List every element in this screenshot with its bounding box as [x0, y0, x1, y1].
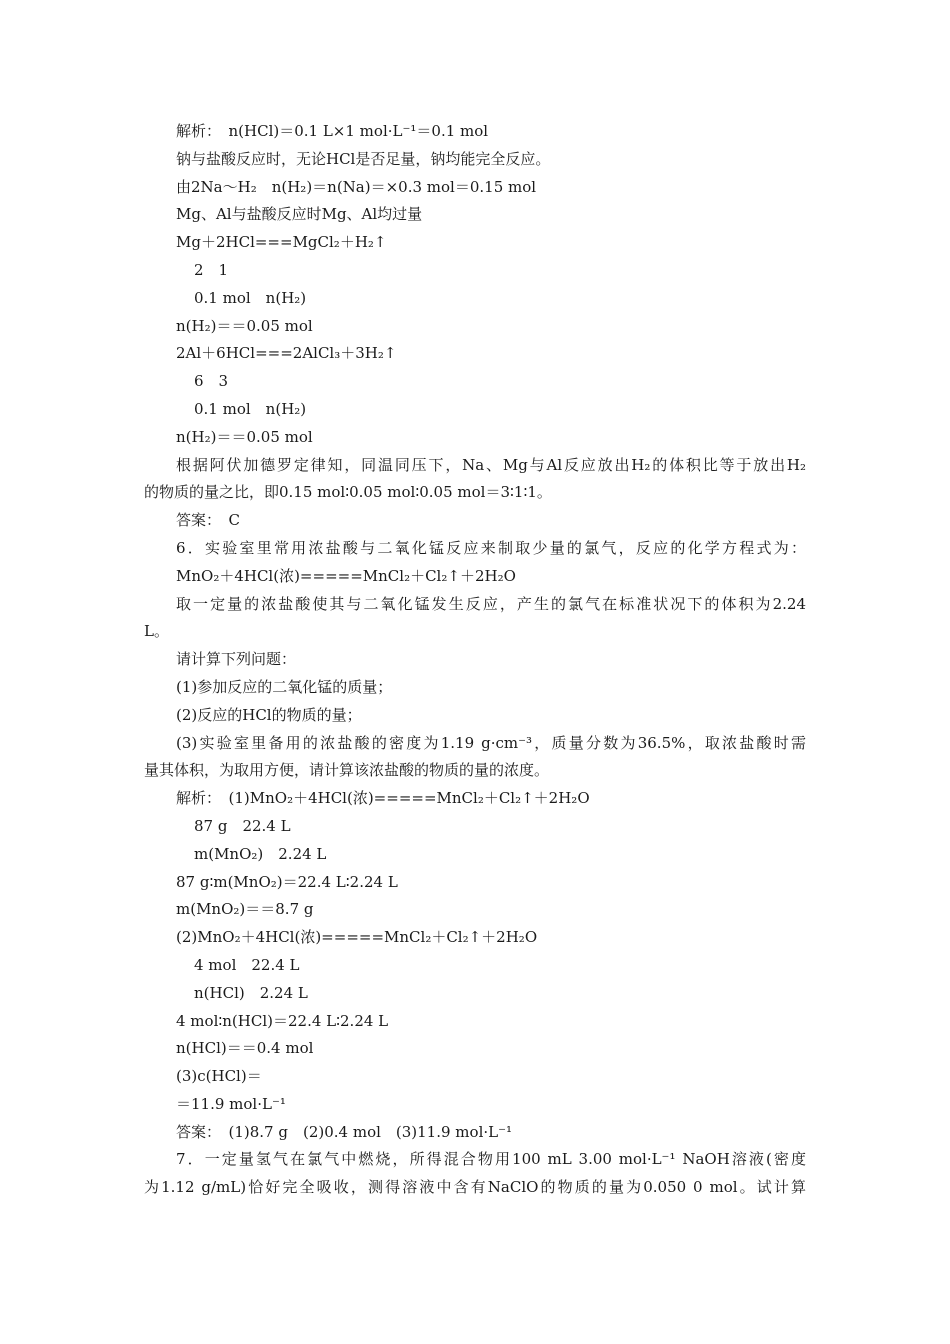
text-line: m(MnO₂) 2.24 L: [194, 844, 327, 863]
text-line: 0.1 mol n(H₂): [194, 399, 307, 418]
text-line: 解析： n(HCl)＝0.1 L×1 mol·L⁻¹＝0.1 mol: [176, 122, 489, 140]
text-line: 为1.12 g/mL)恰好完全吸收，测得溶液中含有NaClO的物质的量为0.050 0 mol。试计算: [144, 1178, 806, 1197]
text-line: 根据阿伏加德罗定律知，同温同压下，Na、Mg与Al反应放出H₂的体积比等于放出H₂: [176, 455, 806, 474]
text-line: 答案： (1)8.7 g (2)0.4 mol (3)11.9 mol·L⁻¹: [176, 1122, 513, 1141]
text-line: n(HCl) 2.24 L: [194, 983, 308, 1002]
text-line: (2)MnO₂＋4HCl(浓)=====MnCl₂＋Cl₂↑＋2H₂O: [176, 928, 538, 947]
text-line: 0.1 mol n(H₂): [194, 288, 307, 307]
text-line: 量其体积，为取用方便，请计算该浓盐酸的物质的量的浓度。: [144, 761, 550, 780]
text-line: L。: [144, 622, 169, 641]
text-line: ＝11.9 mol·L⁻¹: [176, 1094, 286, 1113]
text-line: 答案： C: [176, 511, 240, 530]
text-line: 7．一定量氢气在氯气中燃烧，所得混合物用100 mL 3.00 mol·L⁻¹ NaOH溶液(密度: [176, 1150, 806, 1169]
text-line: 87 g∶m(MnO₂)＝22.4 L∶2.24 L: [176, 872, 398, 891]
text-line: 4 mol∶n(HCl)＝22.4 L∶2.24 L: [176, 1011, 389, 1030]
text-line: 解析： (1)MnO₂＋4HCl(浓)=====MnCl₂＋Cl₂↑＋2H₂O: [176, 789, 590, 808]
text-line: 2 1: [194, 260, 229, 279]
text-line: MnO₂＋4HCl(浓)=====MnCl₂＋Cl₂↑＋2H₂O: [176, 566, 516, 585]
text-line: 6 3: [194, 372, 229, 391]
text-line: (1)参加反应的二氧化锰的质量；: [176, 677, 393, 696]
text-line: 取一定量的浓盐酸使其与二氧化锰发生反应，产生的氯气在标准状况下的体积为2.24: [176, 594, 806, 613]
text-line: n(H₂)＝＝0.05 mol: [176, 316, 313, 335]
text-line: 2Al＋6HCl===2AlCl₃＋3H₂↑: [176, 344, 397, 363]
text-line: (3)c(HCl)＝: [176, 1067, 262, 1086]
text-line: (2)反应的HCl的物质的量；: [176, 705, 362, 724]
text-line: Mg、Al与盐酸反应时Mg、Al均过量: [176, 205, 423, 224]
text-line: m(MnO₂)＝＝8.7 g: [176, 900, 314, 919]
text-line: 6．实验室里常用浓盐酸与二氧化锰反应来制取少量的氯气，反应的化学方程式为：: [176, 538, 806, 557]
text-line: (3)实验室里备用的浓盐酸的密度为1.19 g·cm⁻³，质量分数为36.5%，取浓盐酸时需: [176, 733, 806, 752]
text-line: n(H₂)＝＝0.05 mol: [176, 427, 313, 446]
text-line: 87 g 22.4 L: [194, 816, 291, 835]
text-line: 4 mol 22.4 L: [194, 955, 300, 974]
text-line: 的物质的量之比，即0.15 mol∶0.05 mol∶0.05 mol＝3∶1∶1。: [144, 483, 552, 502]
text-line: Mg＋2HCl===MgCl₂＋H₂↑: [176, 233, 387, 252]
text-line: 请计算下列问题：: [176, 650, 297, 669]
text-line: 由2Na～H₂ n(H₂)＝n(Na)＝×0.3 mol＝0.15 mol: [176, 177, 537, 196]
text-line: n(HCl)＝＝0.4 mol: [176, 1039, 314, 1058]
document-body: [0, 118, 950, 1202]
text-line: 钠与盐酸反应时，无论HCl是否足量，钠均能完全反应。: [176, 149, 551, 168]
